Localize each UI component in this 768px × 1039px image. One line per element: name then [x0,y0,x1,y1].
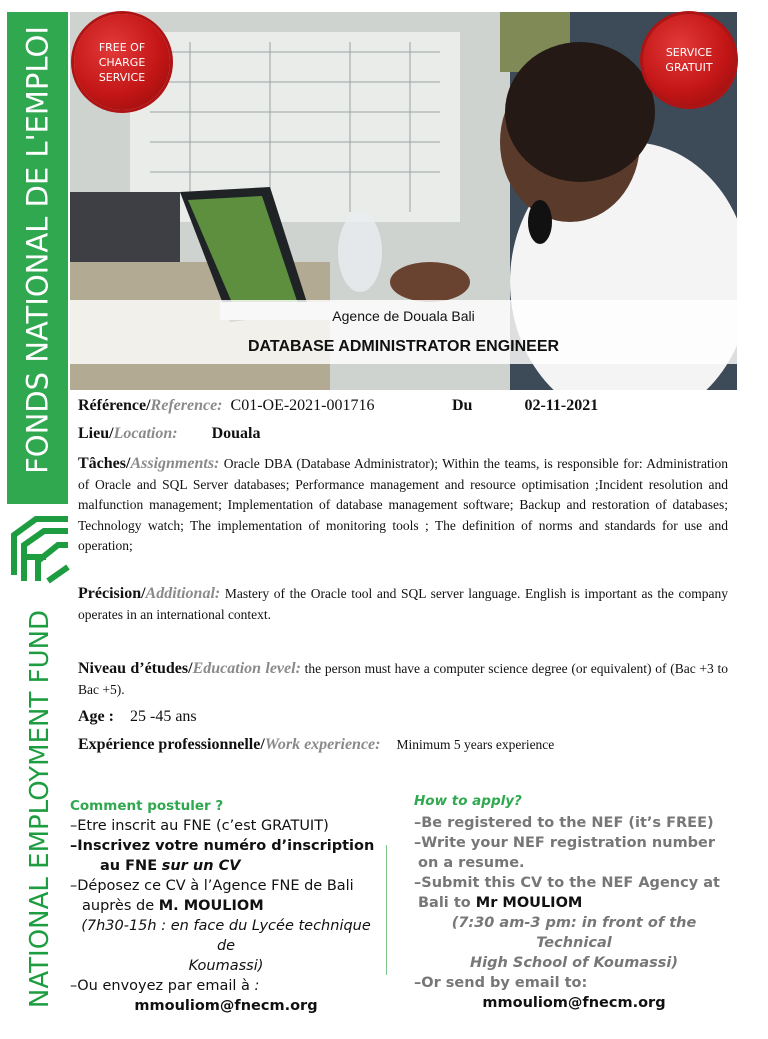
location-label-fr: Lieu/ [78,425,114,442]
education-text: the person must have a computer science degree (or equivalent) of (Bac +3 to Bac +5). [78,661,729,697]
apply-fr-line-3b [70,896,382,916]
apply-fr-fne: au FNE [100,858,158,874]
apply-en-contact: Mr MOULIOM [475,895,583,911]
location-label-en: Location: [113,425,178,442]
apply-fr-cv: sur un CV [161,858,241,874]
experience-row [78,736,554,754]
apply-en-hours-2: High School of Koumassi) [470,955,678,971]
apply-heading-en: How to apply? [414,793,522,809]
apply-en-line-5: –Or send by email to: [414,975,588,991]
apply-fr-colon: : [254,978,260,994]
age-value: 25 -45 ans [129,708,197,725]
apply-fr-line-3: –Déposez ce CV à l’Agence FNE de Bali [70,878,354,894]
apply-fr-line-5 [70,976,382,996]
apply-fr-email-label: –Ou envoyez par email à [70,978,250,994]
assignments-label-fr: Tâches/ [78,455,131,472]
reference-label-fr: Référence/ [78,397,151,414]
sidebar-lower [22,590,62,1010]
seal-line-3: SERVICE [98,70,146,84]
sidebar-title-en: NATIONAL EMPLOYMENT FUND [25,609,55,1009]
apply-english [414,793,734,1011]
seal-line-2: CHARGE [98,55,146,69]
reference-row [78,397,375,415]
apply-fr-line-2b [70,856,382,876]
seal-line-2: GRATUIT [665,61,713,74]
agency-name: Agence de Douala Bali [332,308,475,324]
sidebar-title-fr: FONDS NATIONAL DE L'EMPLOI [20,26,55,474]
apply-heading-fr: Comment postuler ? [70,798,224,814]
assignments-label-en: Assignments: [130,455,220,472]
seal-line-1: FREE OF [98,40,146,54]
apply-fr-hours-2: Koumassi) [188,958,264,974]
apply-fr-contact: M. MOULIOM [158,898,264,914]
experience-label-en: Work experience: [264,736,381,753]
age-label: Age : [78,708,114,725]
sidebar-band [7,12,68,504]
apply-french [70,798,382,1014]
apply-fr-aupres: auprès de [82,898,155,914]
apply-fr-line-2: –Inscrivez votre numéro d’inscription [70,838,375,854]
education-paragraph [78,659,728,700]
apply-fr-email[interactable]: mmouliom@fnecm.org [134,998,318,1014]
apply-en-line-3: –Submit this CV to the NEF Agency at [414,875,720,891]
additional-label-fr: Précision/ [78,585,146,602]
service-gratuit-seal [643,14,735,106]
apply-en-line-1: –Be registered to the NEF (it’s FREE) [414,815,714,831]
reference-label-en: Reference: [150,397,223,414]
education-label-fr: Niveau d’études/ [78,660,193,677]
apply-en-line-2: –Write your NEF registration number [414,835,716,851]
apply-en-line-3b [414,893,734,913]
du-label: Du [452,397,473,414]
apply-fr-hours: (7h30-15h : en face du Lycée technique de [81,918,371,954]
column-divider [386,845,387,975]
apply-en-line-2b: on a resume. [418,855,525,871]
location-value: Douala [211,425,261,442]
date-row [452,397,598,415]
apply-en-hours: (7:30 am-3 pm: in front of the Technical [451,915,697,951]
job-title: DATABASE ADMINISTRATOR ENGINEER [247,338,560,355]
fne-logo [8,505,74,587]
apply-fr-line-1: –Etre inscrit au FNE (c’est GRATUIT) [70,818,329,834]
apply-en-email[interactable]: mmouliom@fnecm.org [482,995,666,1011]
apply-en-bali: Bali to [418,895,471,911]
location-row [78,425,260,443]
additional-paragraph [78,584,728,625]
free-service-seal [74,14,170,110]
title-banner [70,300,737,364]
age-row [78,708,197,726]
experience-label-fr: Expérience professionnelle/ [78,736,265,753]
assignments-text: Oracle DBA (Database Administrator); Within the teams, is responsible for: Administration of Oracle and SQL Server databases; Performance management and resource optimisation ;Incident resolution and malfunction management; Implementation of database management software; Backup and restoration of databases; Technology watch; The implementation of monitoring tools ; The definition of norms and standards for use and operation; [78,456,728,553]
additional-label-en: Additional: [145,585,221,602]
date-value: 02-11-2021 [524,397,599,414]
reference-value: C01-OE-2021-001716 [230,397,375,414]
additional-text: Mastery of the Oracle tool and SQL server language. English is important as the company operates in an international context. [78,586,729,622]
education-label-en: Education level: [192,660,301,677]
assignments-paragraph [78,454,728,557]
seal-line-1: SERVICE [665,46,713,59]
experience-value: Minimum 5 years experience [396,737,555,752]
